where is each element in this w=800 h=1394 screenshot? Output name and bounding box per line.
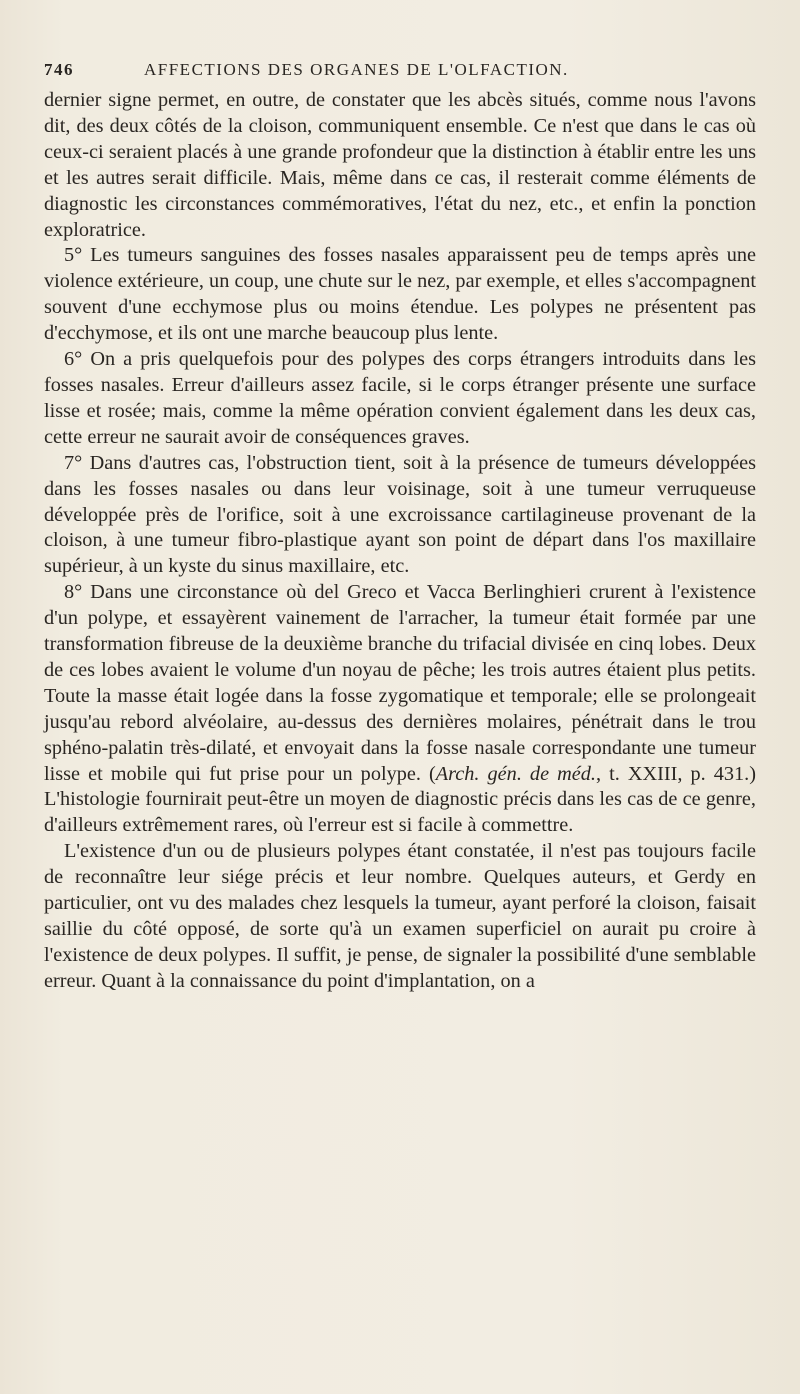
- page-body: [44, 88, 756, 995]
- paragraph-text: , t. XXIII, p. 431.) L'histologie fournirait peut-être un moyen de diagnostic précis dans les cas de ce genre, d'ailleurs extrêmement rares, où l'erreur est si facile à commettre.: [44, 762, 757, 837]
- paragraph-polype-count: L'existence d'un ou de plusieurs polypes étant constatée, il n'est pas toujours facile de reconnaître leur siége précis et leur nombre. Quelques auteurs, et Gerdy en particulier, ont vu des malades chez lesquels la tumeur, ayant perforé la cloison, faisait saillie du côté opposé, de sorte qu'à un examen superficiel on aurait pu croire à l'existence de deux polypes. Il suffit, je pense, de signaler la possibilité d'une semblable erreur. Quant à la connaissance du point d'implantation, on a: [44, 840, 756, 992]
- paragraph-item-8: [44, 580, 756, 839]
- paragraph-item-5: 5° Les tumeurs sanguines des fosses nasales apparaissent peu de temps après une violence extérieure, un coup, une chute sur le nez, par exemple, et elles s'accompagnent souvent d'une ecchymose plus ou moins étendue. Les polypes ne présentent pas d'ecchymose, et ils ont une marche beaucoup plus lente.: [44, 244, 756, 345]
- paragraph-item-6: 6° On a pris quelquefois pour des polypes des corps étrangers introduits dans les fosses nasales. Erreur d'ailleurs assez facile, si le corps étranger présente une surface lisse et rosée; mais, comme la même opération convient également dans les deux cas, cette erreur ne saurait avoir de conséquences graves.: [44, 348, 756, 448]
- paragraph-continuation: dernier signe permet, en outre, de constater que les abcès situés, comme nous l'avons dit, des deux côtés de la cloison, communiquent ensemble. Ce n'est que dans le cas où ceux-ci seraient placés à une grande profondeur que la distinction à établir entre les uns et les autres serait difficile. Mais, même dans ce cas, il resterait comme éléments de diagnostic les circonstances commémoratives, l'état du nez, etc., et enfin la ponction exploratrice.: [44, 89, 756, 241]
- running-title: AFFECTIONS DES ORGANES DE L'OLFACTION.: [144, 60, 569, 79]
- journal-citation: Arch. gén. de méd.: [435, 762, 596, 785]
- paragraph-item-7: 7° Dans d'autres cas, l'obstruction tient, soit à la présence de tumeurs développées dans les fosses nasales ou dans leur voisinage, soit à une tumeur verruqueuse développée près de l'orifice, soit à une excroissance cartilagineuse provenant de la cloison, à une tumeur fibro-plastique ayant son point de départ dans l'os maxillaire supérieur, à un kyste du sinus maxillaire, etc.: [44, 451, 756, 578]
- paragraph-text: 8° Dans une circonstance où del Greco et Vacca Berlinghieri crurent à l'existence d'un polype, et essayèrent vainement de l'arracher, la tumeur était formée par une transformation fibreuse de la deuxième branche du trifacial divisée en cinq lobes. Deux de ces lobes avaient le volume d'un noyau de pêche; les trois autres étaient plus petits. Toute la masse était logée dans la fosse zygomatique et temporale; elle se prolongeait jusqu'au rebord alvéolaire, au-dessus des dernières molaires, pénétrait dans le trou sphéno-palatin très-dilaté, et envoyait dans la fosse nasale correspondante une tumeur lisse et mobile qui fut prise pour un polype. (: [44, 581, 756, 785]
- page-number: 746: [44, 60, 74, 79]
